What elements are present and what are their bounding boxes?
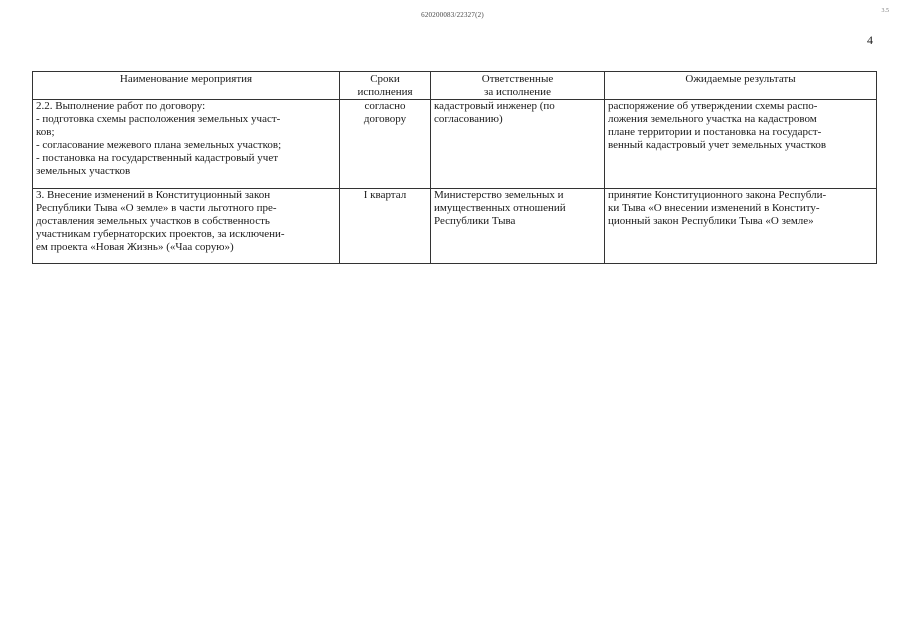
- cell-line: - постановка на государственный кадастровый учет: [36, 152, 279, 164]
- cell-line: - согласование межевого плана земельных участков;: [36, 139, 282, 151]
- cell-line: плане территории и постановка на государст-: [608, 126, 822, 138]
- column-header-name: [33, 72, 340, 100]
- cell-line: ки Тыва «О внесении изменений в Конститу-: [608, 202, 820, 214]
- cell-line: Республики Тыва: [434, 215, 516, 227]
- cell-line: участникам губернаторских проектов, за исключени-: [36, 228, 285, 240]
- cell-line: Министерство земельных и: [434, 189, 564, 201]
- cell-line: Республики Тыва «О земле» в части льготного пре-: [36, 202, 277, 214]
- cell-line: I квартал: [363, 189, 407, 201]
- header-line: Наименование мероприятия: [119, 73, 253, 85]
- column-header-responsible: [431, 72, 605, 100]
- cell-line: - подготовка схемы расположения земельных участ-: [36, 113, 281, 125]
- header-line: Ответственные: [481, 73, 554, 85]
- header-line: за исполнение: [484, 86, 551, 98]
- page-number: 4: [867, 33, 873, 47]
- cell-responsible: [431, 100, 605, 189]
- corner-mark: 3.5: [881, 8, 889, 14]
- header-line: Сроки: [370, 73, 400, 85]
- cell-line: ложения земельного участка на кадастровом: [608, 113, 817, 125]
- cell-line: кадастровый инженер (по: [434, 100, 555, 112]
- cell-name: [33, 100, 340, 189]
- cell-line: 3. Внесение изменений в Конституционный закон: [36, 189, 271, 201]
- events-table: [32, 71, 877, 264]
- table-row: [33, 189, 877, 264]
- cell-line: согласно: [364, 100, 406, 112]
- column-header-deadline: [340, 72, 431, 100]
- cell-line: ционный закон Республики Тыва «О земле»: [608, 215, 814, 227]
- table-header-row: [33, 72, 877, 100]
- table-row: [33, 100, 877, 189]
- cell-line: договору: [363, 113, 407, 125]
- header-line: Ожидаемые результаты: [685, 73, 796, 85]
- cell-line: венный кадастровый учет земельных участков: [608, 139, 827, 151]
- cell-results: [605, 189, 877, 264]
- column-header-results: [605, 72, 877, 100]
- cell-results: [605, 100, 877, 189]
- header-line: исполнения: [357, 86, 413, 98]
- document-id: 620200083/22327(2): [421, 11, 484, 19]
- cell-line: доставления земельных участков в собственность: [36, 215, 270, 227]
- cell-deadline: [340, 189, 431, 264]
- cell-responsible: [431, 189, 605, 264]
- cell-line: ков;: [36, 126, 55, 138]
- cell-line: 2.2. Выполнение работ по договору:: [36, 100, 206, 112]
- cell-line: имущественных отношений: [434, 202, 566, 214]
- cell-name: [33, 189, 340, 264]
- cell-deadline: [340, 100, 431, 189]
- cell-line: принятие Конституционного закона Республи-: [608, 189, 827, 201]
- cell-line: распоряжение об утверждении схемы распо-: [608, 100, 818, 112]
- cell-line: земельных участков: [36, 165, 131, 177]
- cell-line: согласованию): [434, 113, 503, 125]
- cell-line: ем проекта «Новая Жизнь» («Чаа сорую»): [36, 241, 234, 253]
